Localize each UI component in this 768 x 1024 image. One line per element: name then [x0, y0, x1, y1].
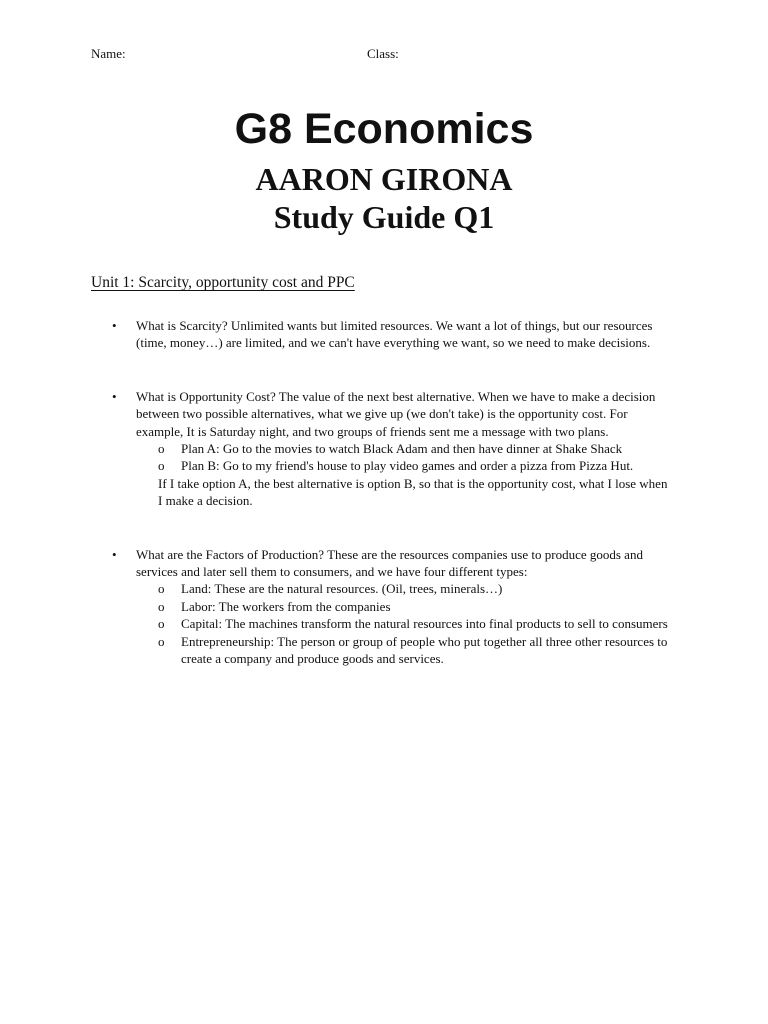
sub-bullet-marker: o	[158, 633, 165, 649]
author-name: AARON GIRONA	[255, 161, 513, 197]
bullet-marker: •	[112, 388, 117, 404]
bullet-scarcity	[0, 317, 672, 352]
name-label: Name:	[91, 46, 126, 61]
sub-bullet-marker: o	[158, 616, 165, 632]
bullet-marker: •	[112, 318, 117, 333]
list-item	[136, 598, 672, 615]
factors-text: What are the Factors of Production? These are the resources companies use to produce goods and services and later sell them to consumers, and we have four different types:	[136, 546, 643, 580]
list-item	[136, 457, 672, 474]
document-body	[0, 317, 768, 668]
factors-list	[136, 580, 672, 667]
sub-bullet-marker: o	[158, 441, 165, 457]
list-item	[136, 440, 672, 457]
factor-entrepreneurship-text: Entrepreneurship: The person or group of people who put together all three other resources to create a company and produce goods and services.	[181, 633, 668, 667]
bullet-opportunity-cost	[0, 388, 672, 510]
guide-title: Study Guide Q1	[273, 199, 495, 235]
opportunity-cost-text: What is Opportunity Cost? The value of the next best alternative. When we have to make a decision between two possible alternatives, what we give up (we don't take) is the opportunity cost. For example, It is Saturday night, and two groups of friends sent me a message with two plans.	[136, 388, 656, 439]
factor-capital-text: Capital: The machines transform the natural resources into final products to sell to consumers	[181, 616, 668, 632]
bullet-factors-of-production	[0, 546, 672, 668]
scarcity-text: What is Scarcity? Unlimited wants but limited resources. We want a lot of things, but our resources (time, money…) are limited, and we can't have everything we want, so we need to make decisions.	[136, 318, 653, 351]
factor-land-text: Land: These are the natural resources. (Oil, trees, minerals…)	[181, 581, 503, 597]
sub-bullet-marker: o	[158, 458, 165, 474]
bullet-marker: •	[112, 546, 117, 562]
factor-labor-text: Labor: The workers from the companies	[181, 598, 391, 614]
header-row	[91, 46, 691, 66]
class-label: Class:	[367, 46, 399, 61]
plan-b-text: Plan B: Go to my friend's house to play video games and order a pizza from Pizza Hut.	[181, 458, 634, 474]
list-item	[136, 615, 672, 632]
unit-heading: Unit 1: Scarcity, opportunity cost and PPC	[91, 274, 355, 291]
list-item	[136, 580, 672, 597]
sub-bullet-marker: o	[158, 581, 165, 597]
opportunity-cost-note: If I take option A, the best alternative is option B, so that is the opportunity cost, what I lose when I make a decision.	[158, 475, 668, 509]
list-item	[136, 633, 672, 668]
plan-list	[136, 440, 672, 475]
page-title: G8 Economics	[234, 105, 534, 153]
sub-bullet-marker: o	[158, 598, 165, 614]
plan-a-text: Plan A: Go to the movies to watch Black Adam and then have dinner at Shake Shack	[181, 441, 623, 457]
